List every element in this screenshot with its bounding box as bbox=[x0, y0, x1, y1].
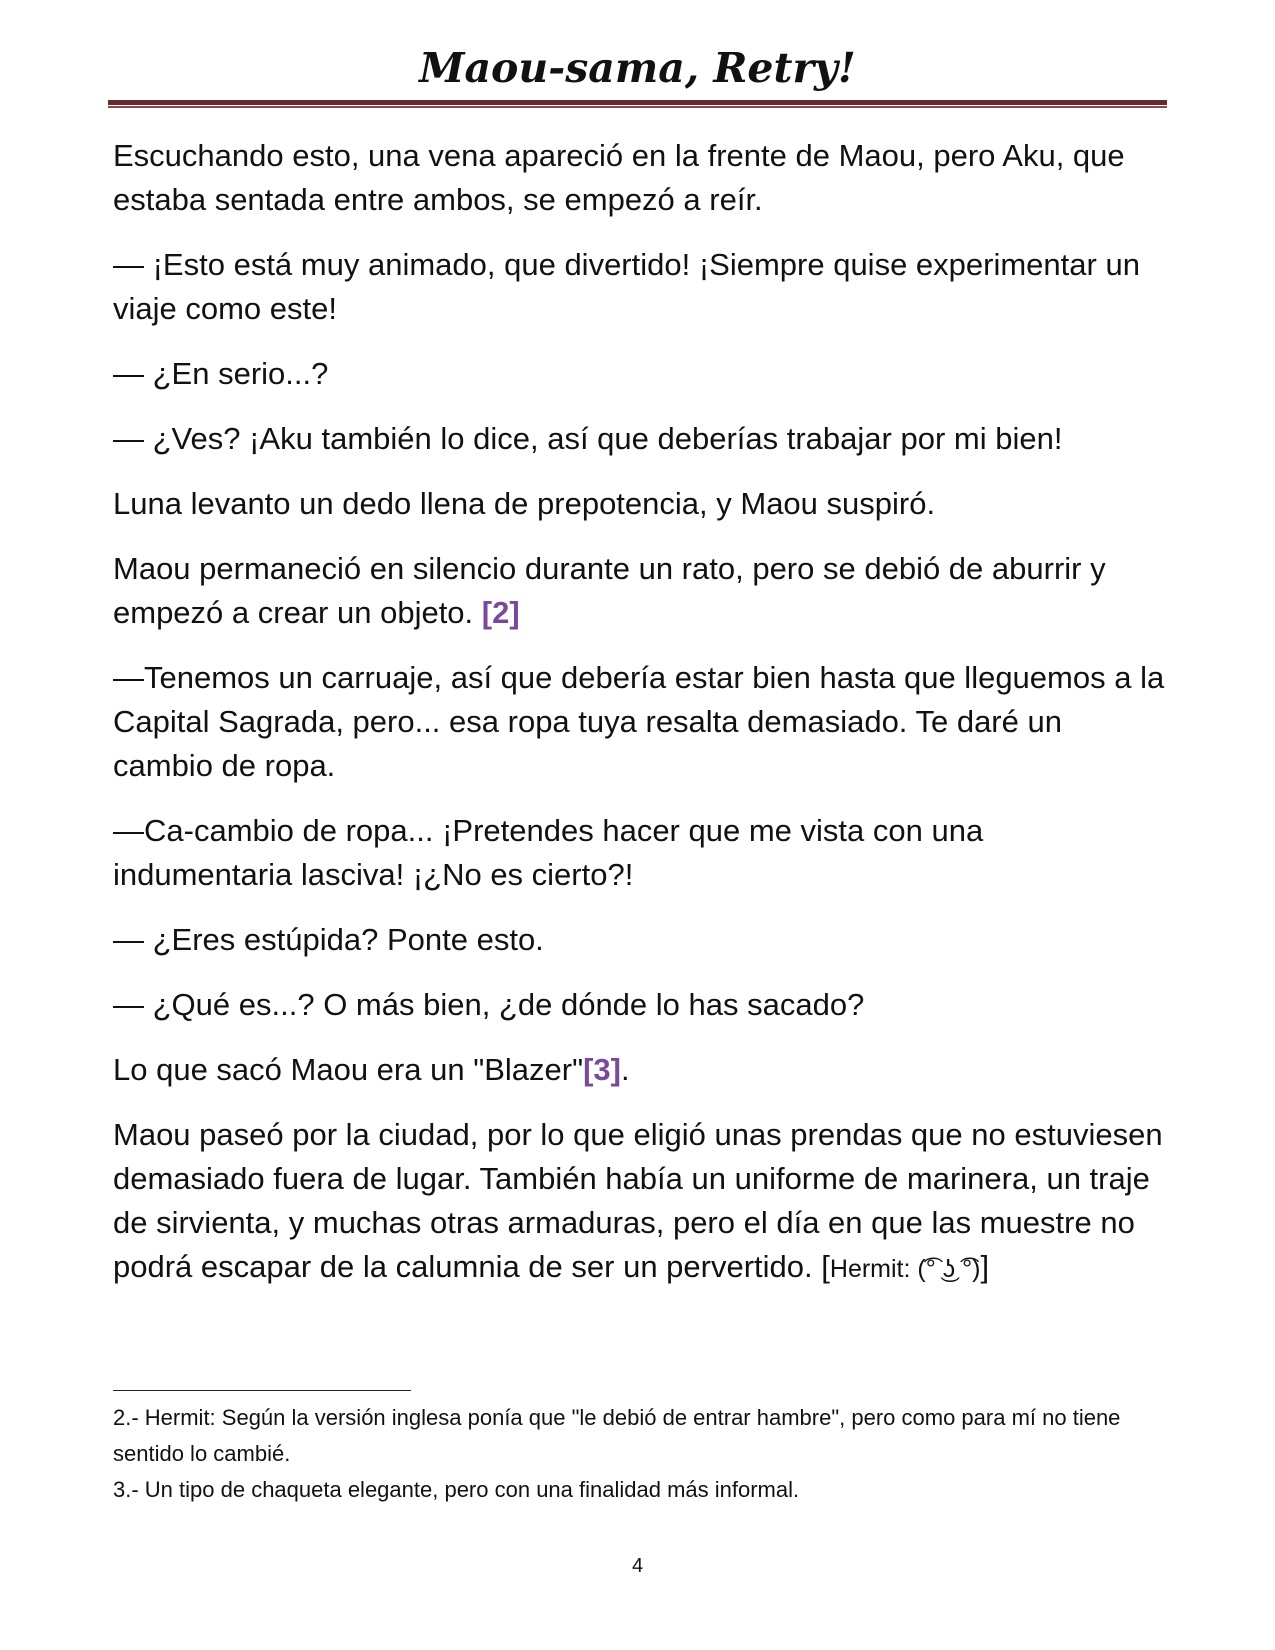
paragraph-text: — ¿Qué es...? O más bien, ¿de dónde lo has sacado? bbox=[113, 987, 865, 1022]
paragraph bbox=[113, 417, 1165, 461]
note-label: Hermit: bbox=[829, 1255, 918, 1283]
paragraph bbox=[113, 243, 1165, 331]
page-number: 4 bbox=[631, 1555, 644, 1577]
paragraph bbox=[113, 809, 1165, 897]
footnote-separator bbox=[113, 1390, 411, 1391]
header-divider-thick bbox=[108, 100, 1167, 105]
paragraph bbox=[113, 983, 1165, 1027]
page-header bbox=[110, 40, 1165, 96]
paragraph bbox=[113, 482, 1165, 526]
paragraph-text: —Tenemos un carruaje, así que debería estar bien hasta que lleguemos a la Capital Sagrada, pero... esa ropa tuya resalta demasiado. Te daré un cambio de ropa. bbox=[113, 660, 1165, 783]
paragraph bbox=[113, 352, 1165, 396]
paragraph bbox=[113, 134, 1165, 222]
paragraph-text: — ¿Ves? ¡Aku también lo dice, así que deberías trabajar por mi bien! bbox=[113, 421, 1063, 456]
book-title: Maou-sama, Retry! bbox=[419, 44, 856, 92]
paragraph bbox=[113, 547, 1165, 635]
paragraph-text: Maou permaneció en silencio durante un rato, pero se debió de aburrir y empezó a crear un objeto. bbox=[113, 551, 1106, 630]
footnotes bbox=[113, 1400, 1168, 1508]
footnote-ref-3[interactable]: [3] bbox=[583, 1052, 621, 1087]
period: . bbox=[620, 1052, 630, 1087]
paragraph bbox=[113, 918, 1165, 962]
footnote-2: 2.- Hermit: Según la versión inglesa ponía que "le debió de entrar hambre", pero como para mí no tiene sentido lo cambié. bbox=[113, 1405, 1121, 1466]
paragraph-text: Escuchando esto, una vena apareció en la frente de Maou, pero Aku, que estaba sentada entre ambos, se empezó a reír. bbox=[113, 138, 1125, 217]
paragraph bbox=[113, 1048, 1165, 1092]
paragraph bbox=[113, 1113, 1165, 1291]
footnote-ref-2[interactable]: [2] bbox=[481, 595, 520, 630]
note-close-bracket: ] bbox=[980, 1249, 990, 1284]
translator-note bbox=[821, 1249, 989, 1284]
paragraph-text: Lo que sacó Maou era un "Blazer" bbox=[113, 1052, 584, 1087]
paragraph-text: Maou paseó por la ciudad, por lo que eligió unas prendas que no estuviesen demasiado fuera de lugar. También había un uniforme de marinera, un traje de sirvienta, y muchas otras armaduras, pero el día en que las muestre no podrá escapar de la calumnia de ser un pervertido. bbox=[113, 1117, 1163, 1284]
body-text bbox=[113, 134, 1165, 1312]
note-open-bracket: [ bbox=[821, 1249, 830, 1284]
paragraph-text: — ¿Eres estúpida? Ponte esto. bbox=[113, 922, 544, 957]
footnote-3: 3.- Un tipo de chaqueta elegante, pero con una finalidad más informal. bbox=[113, 1477, 800, 1502]
paragraph-text: — ¿En serio...? bbox=[113, 356, 329, 391]
paragraph-text: — ¡Esto está muy animado, que divertido! ¡Siempre quise experimentar un viaje como este! bbox=[113, 247, 1140, 326]
paragraph-text: —Ca-cambio de ropa... ¡Pretendes hacer que me vista con una indumentaria lasciva! ¡¿No es cierto?! bbox=[113, 813, 984, 892]
paragraph bbox=[113, 656, 1165, 788]
header-divider bbox=[108, 100, 1167, 108]
lenny-face-emoticon: (͡° ͜ʖ ͡°) bbox=[917, 1255, 981, 1283]
paragraph-text: Luna levanto un dedo llena de prepotencia, y Maou suspiró. bbox=[113, 486, 936, 521]
header-divider-thin bbox=[108, 106, 1167, 108]
